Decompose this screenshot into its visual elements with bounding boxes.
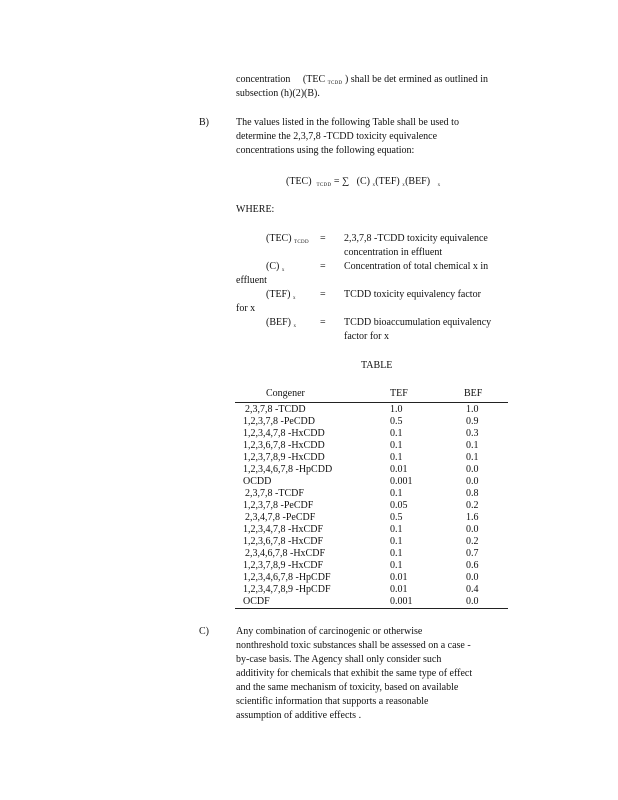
- def-tec-symbol: [266, 234, 309, 244]
- def-tec-symbol-text: (TEC): [266, 233, 292, 244]
- table-cell-congener: 2,3,7,8 -TCDF: [245, 488, 304, 499]
- table-cell-bef: 1.0: [466, 404, 479, 415]
- table-cell-tef: 0.1: [390, 452, 403, 463]
- top-line1-c: ) shall be det ermined as outlined in: [344, 74, 488, 85]
- def-c-sub: x: [281, 268, 285, 273]
- table-cell-congener: OCDF: [243, 596, 270, 607]
- table-cell-bef: 1.6: [466, 512, 479, 523]
- def-tef-wrap: for x: [236, 303, 256, 314]
- table-cell-tef: 0.01: [390, 572, 408, 583]
- top-line2: subsection (h)(2)(B).: [236, 88, 320, 99]
- section-b-line-3: concentrations using the following equation:: [236, 145, 415, 156]
- table-cell-tef: 0.001: [390, 596, 413, 607]
- table-cell-congener: 1,2,3,4,7,8 -HxCDF: [243, 524, 324, 535]
- table-cell-tef: 0.001: [390, 476, 413, 487]
- def-c-symbol: [266, 262, 285, 272]
- def-tef-eq: =: [320, 289, 326, 300]
- table-cell-tef: 0.1: [390, 560, 403, 571]
- section-c-marker: C): [199, 626, 209, 637]
- section-c-line-1: Any combination of carcinogenic or otherwise: [236, 626, 423, 637]
- section-c-line-2: nonthreshold toxic substances shall be assessed on a case -: [236, 640, 471, 651]
- table-cell-congener: 2,3,4,7,8 -PeCDF: [245, 512, 316, 523]
- table-cell-bef: 0.4: [466, 584, 479, 595]
- table-row: [0, 465, 618, 477]
- equation: [286, 177, 440, 187]
- def-tec-text2: concentration in effluent: [344, 247, 443, 258]
- def-bef-text2: factor for x: [344, 331, 389, 342]
- header-congener: Congener: [266, 388, 305, 399]
- equation-term-tef: (TEF): [375, 176, 400, 187]
- table-cell-congener: 1,2,3,7,8 -PeCDF: [243, 500, 314, 511]
- top-line1-a: concentration: [236, 74, 291, 85]
- table-title: TABLE: [361, 360, 393, 371]
- table-cell-tef: 0.01: [390, 464, 408, 475]
- def-bef-symbol: [266, 318, 296, 328]
- table-cell-tef: 0.01: [390, 584, 408, 595]
- table-bottom-rule: [235, 608, 508, 609]
- def-tef-text1: TCDD toxicity equivalency factor: [344, 289, 481, 300]
- table-cell-bef: 0.0: [466, 464, 479, 475]
- top-paragraph: [236, 75, 488, 85]
- table-cell-tef: 0.1: [390, 536, 403, 547]
- equation-term-bef-sub: x: [437, 183, 441, 188]
- table-cell-bef: 0.8: [466, 488, 479, 499]
- equation-term-bef: (BEF): [405, 176, 431, 187]
- table-cell-congener: 1,2,3,4,7,8,9 -HpCDF: [243, 584, 331, 595]
- table-cell-tef: 0.1: [390, 440, 403, 451]
- section-b-line-2: determine the 2,3,7,8 -TCDD toxicity equivalence: [236, 131, 438, 142]
- equation-term-c: (C): [356, 176, 370, 187]
- table-row: [0, 477, 618, 489]
- table-cell-tef: 0.5: [390, 512, 403, 523]
- table-cell-bef: 0.0: [466, 596, 479, 607]
- table-top-rule: [235, 402, 508, 403]
- def-c-symbol-text: (C): [266, 261, 280, 272]
- table-cell-bef: 0.9: [466, 416, 479, 427]
- header-bef: BEF: [464, 388, 483, 399]
- table-cell-congener: 2,3,4,6,7,8 -HxCDF: [245, 548, 326, 559]
- section-c-line-7: assumption of additive effects .: [236, 710, 362, 721]
- def-c-text1: Concentration of total chemical x in: [344, 261, 489, 272]
- table-cell-congener: 1,2,3,6,7,8 -HxCDF: [243, 536, 324, 547]
- def-tef-symbol: [266, 290, 296, 300]
- table-cell-congener: 1,2,3,7,8,9 -HxCDD: [243, 452, 325, 463]
- def-tef-symbol-text: (TEF): [266, 289, 291, 300]
- table-cell-tef: 0.05: [390, 500, 408, 511]
- table-cell-bef: 0.0: [466, 476, 479, 487]
- def-bef-eq: =: [320, 317, 326, 328]
- table-cell-tef: 0.1: [390, 524, 403, 535]
- table-cell-bef: 0.6: [466, 560, 479, 571]
- where-label: WHERE:: [236, 204, 275, 215]
- def-bef-text1: TCDD bioaccumulation equivalency: [344, 317, 492, 328]
- def-bef-symbol-text: (BEF): [266, 317, 291, 328]
- table-cell-congener: 1,2,3,4,6,7,8 -HpCDD: [243, 464, 333, 475]
- table-cell-tef: 0.5: [390, 416, 403, 427]
- header-tef: TEF: [390, 388, 408, 399]
- section-c-line-6: scientific information that supports a reasonable: [236, 696, 429, 707]
- top-line1-b: (TEC: [302, 74, 326, 85]
- def-tef-sub: x: [292, 296, 296, 301]
- def-c-eq: =: [320, 261, 326, 272]
- top-line1-sub: TCDD: [327, 81, 343, 86]
- table-cell-congener: OCDD: [243, 476, 272, 487]
- table-cell-bef: 0.2: [466, 500, 479, 511]
- table-cell-congener: 1,2,3,7,8 -PeCDD: [243, 416, 315, 427]
- def-tec-text1: 2,3,7,8 -TCDD toxicity equivalence: [344, 233, 488, 244]
- table-cell-tef: 0.1: [390, 428, 403, 439]
- table-cell-tef: 1.0: [390, 404, 403, 415]
- table-cell-congener: 1,2,3,6,7,8 -HxCDD: [243, 440, 325, 451]
- table-cell-bef: 0.7: [466, 548, 479, 559]
- section-b-line-1: The values listed in the following Table shall be used to: [236, 117, 459, 128]
- equation-eq: = ∑: [333, 176, 350, 187]
- table-cell-bef: 0.1: [466, 440, 479, 451]
- equation-term-c-sub: x: [372, 183, 376, 188]
- section-b-marker: B): [199, 117, 209, 128]
- equation-term-tef-sub: x: [402, 183, 406, 188]
- equation-lhs-sub: TCDD: [316, 183, 332, 188]
- table-cell-tef: 0.1: [390, 548, 403, 559]
- table-cell-congener: 1,2,3,4,7,8 -HxCDD: [243, 428, 325, 439]
- section-c-line-4: additivity for chemicals that exhibit the same type of effect: [236, 668, 473, 679]
- section-c-line-5: and the same mechanism of toxicity, based on available: [236, 682, 459, 693]
- table-cell-congener: 1,2,3,7,8,9 -HxCDF: [243, 560, 324, 571]
- table-cell-congener: 2,3,7,8 -TCDD: [245, 404, 306, 415]
- def-tec-eq: =: [320, 233, 326, 244]
- section-c-line-3: by-case basis. The Agency shall only consider such: [236, 654, 442, 665]
- table-cell-bef: 0.0: [466, 572, 479, 583]
- table-cell-tef: 0.1: [390, 488, 403, 499]
- equation-lhs: (TEC): [286, 176, 312, 187]
- def-tec-sub: TCDD: [294, 240, 309, 245]
- table-cell-bef: 0.1: [466, 452, 479, 463]
- table-row: [0, 585, 618, 597]
- table-cell-bef: 0.3: [466, 428, 479, 439]
- table-cell-bef: 0.2: [466, 536, 479, 547]
- table-cell-congener: 1,2,3,4,6,7,8 -HpCDF: [243, 572, 331, 583]
- def-bef-sub: x: [293, 324, 297, 329]
- def-c-wrap: effluent: [236, 275, 267, 286]
- table-cell-bef: 0.0: [466, 524, 479, 535]
